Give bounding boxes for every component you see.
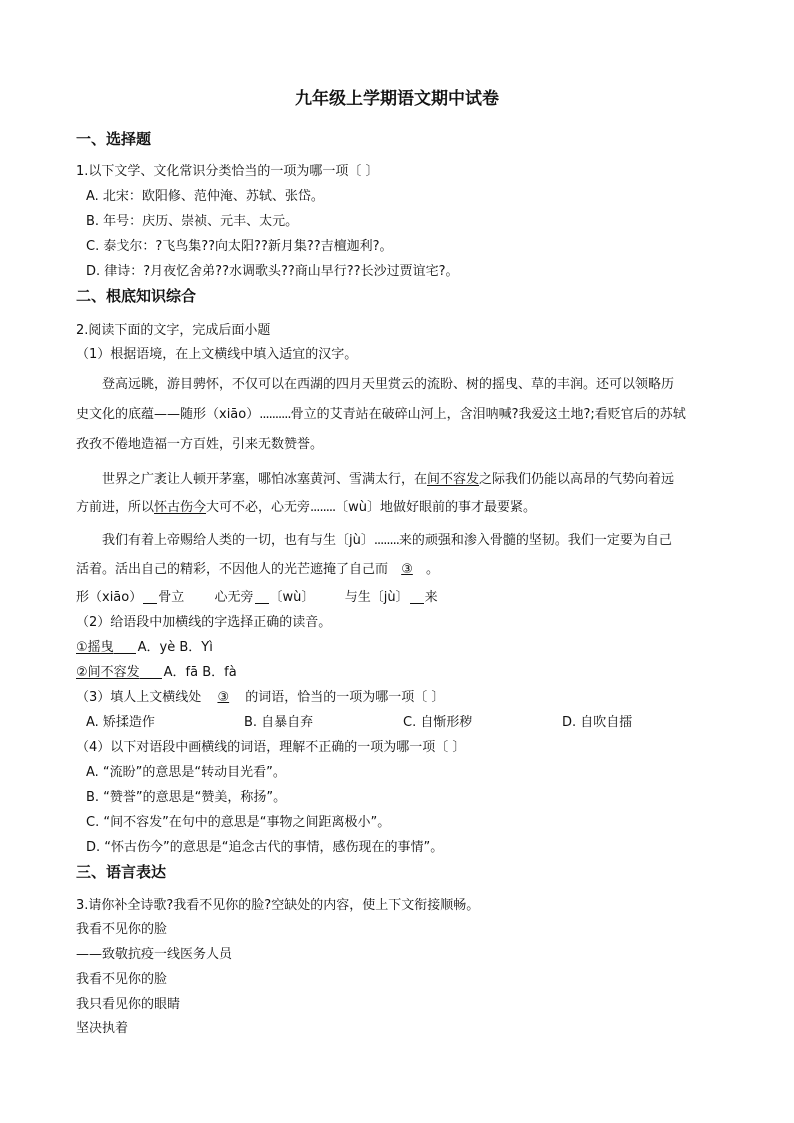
poem-line: 我只看见你的眼睛	[76, 997, 181, 1012]
q1-option-d: D. 律诗：?月夜忆舍弟??水调歌头??商山早行??长沙过贾谊宅?。	[86, 264, 459, 279]
fill-label: 〔wù〕	[269, 590, 315, 605]
passage-text: 来的顽强和渗入骨髓的坚韧。我们一定要为自己	[398, 533, 672, 548]
q1-option-b: B. 年号：庆历、崇祯、元丰、太元。	[86, 214, 299, 229]
sub-question-1: （1）根据语境，在上文横线中填入适宜的汉字。	[76, 347, 358, 362]
fill-label: 与生〔jù〕	[344, 590, 409, 605]
fill-blank[interactable]: ..........	[259, 407, 291, 422]
question-3: 3.请你补全诗歌?我看不见你的脸?空缺处的内容，使上下文衔接顺畅。	[76, 898, 480, 913]
sub-question-2: （2）给语段中加横线的字选择正确的读音。	[76, 615, 332, 630]
q3-option-b: B. 自暴自弃	[244, 715, 314, 730]
passage-text: 史文化的底蕴——随形（xiāo）	[76, 407, 260, 422]
poem-line: 我看不见你的脸	[76, 922, 168, 937]
passage-text: 。	[426, 562, 440, 577]
q1-option-a: A. 北宋：欧阳修、范仲淹、苏轼、张岱。	[86, 189, 324, 204]
item-options: A．yè B．Yì	[137, 640, 213, 655]
q3-option-c: C. 自惭形秽	[403, 715, 473, 730]
q1-option-c: C. 泰戈尔：?飞鸟集??向太阳??新月集??吉檀迦利?。	[86, 239, 393, 254]
passage-line	[76, 561, 439, 579]
passage-text: 〔wù〕地做好眼前的事才最要紧。	[335, 500, 536, 515]
item-label: ②间不容发	[76, 665, 140, 680]
fill-blank[interactable]: ........	[373, 533, 399, 548]
pronunciation-item-2	[76, 664, 237, 682]
passage-line: 登高远眺，游目骋怀，不仅可以在西湖的四月天里赏云的流盼、树的摇曳、草的丰润。还可以领略历	[102, 377, 675, 392]
page-title: 九年级上学期语文期中试卷	[295, 89, 499, 109]
passage-line	[76, 499, 536, 517]
passage-text: 大可不必，心无旁	[206, 500, 311, 515]
passage-text: 我们有着上帝赐给人类的一切，也有与生〔jù〕	[102, 533, 374, 548]
passage-text: 世界之广袤让人顿开茅塞，哪怕冰塞黄河、雪满太行，在	[102, 472, 428, 487]
answer-blank[interactable]	[114, 653, 136, 654]
answer-blank[interactable]	[143, 603, 157, 604]
passage-line	[102, 471, 674, 489]
section-heading-basics: 二、根底知识综合	[76, 287, 197, 305]
pronunciation-item-1	[76, 639, 213, 657]
passage-line: 孜孜不倦地造福一方百姓，引来无数赞誉。	[76, 437, 324, 452]
underlined-term: 怀古伤今	[154, 500, 207, 515]
passage-line	[102, 532, 672, 550]
question-1: 1.以下文学、文化常识分类恰当的一项为哪一项〔 〕	[76, 164, 379, 179]
passage-text: 骨立的艾青站在破碎山河上，含泪呐喊?我爱这土地?;看贬官后的苏轼	[290, 407, 686, 422]
section-heading-expression: 三、语言表达	[76, 863, 167, 881]
fill-label: 心无旁	[214, 590, 254, 605]
question-text: （3）填人上文横线处	[76, 690, 202, 705]
item-options: A．fā B．fà	[163, 665, 237, 680]
q4-option-a: A. “流盼”的意思是“转动目光看”。	[86, 765, 286, 780]
fill-blank[interactable]: ........	[310, 500, 336, 515]
passage-text: 之际我们仍能以高昂的气势向着远	[479, 472, 675, 487]
item-label: ①摇曳	[76, 640, 114, 655]
underlined-term: 间不容发	[427, 472, 480, 487]
q3-option-a: A. 矫揉造作	[86, 715, 155, 730]
sub-question-3	[76, 689, 444, 707]
answer-blank-3[interactable]: ③	[401, 562, 413, 577]
fill-label: 来	[424, 590, 438, 605]
poem-line: 坚决执着	[76, 1021, 129, 1036]
q3-option-d: D. 自吹自擂	[562, 715, 633, 730]
passage-line	[76, 406, 686, 424]
q4-option-c: C. “间不容发”在句中的意思是“事物之间距离极小”。	[86, 815, 391, 830]
passage-text: 活着。活出自己的精彩，不因他人的光芒遮掩了自己而	[76, 562, 389, 577]
q4-option-d: D. “怀古伤今”的意思是“追念古代的事情，感伤现在的事情”。	[86, 840, 444, 855]
question-2: 2.阅读下面的文字，完成后面小题	[76, 323, 271, 338]
answer-blank[interactable]	[140, 678, 162, 679]
answer-blank[interactable]	[255, 603, 269, 604]
poem-line: 我看不见你的脸	[76, 972, 168, 987]
fill-label: 骨立	[158, 590, 185, 605]
poem-line: ——致敬抗疫一线医务人员	[76, 947, 233, 962]
answer-blank[interactable]	[410, 603, 424, 604]
q4-option-b: B. “赞誉”的意思是“赞美，称扬”。	[86, 790, 287, 805]
sub-question-4: （4）以下对语段中画横线的词语，理解不正确的一项为哪一项〔 〕	[76, 740, 466, 755]
passage-text: 方前进，所以	[76, 500, 155, 515]
answer-blank-3[interactable]: ③	[217, 690, 230, 705]
section-heading-choice: 一、选择题	[76, 130, 152, 148]
fill-row	[76, 589, 438, 607]
question-text: 的词语，恰当的一项为哪一项〔 〕	[245, 690, 445, 705]
fill-label: 形（xiāo）	[76, 590, 143, 605]
